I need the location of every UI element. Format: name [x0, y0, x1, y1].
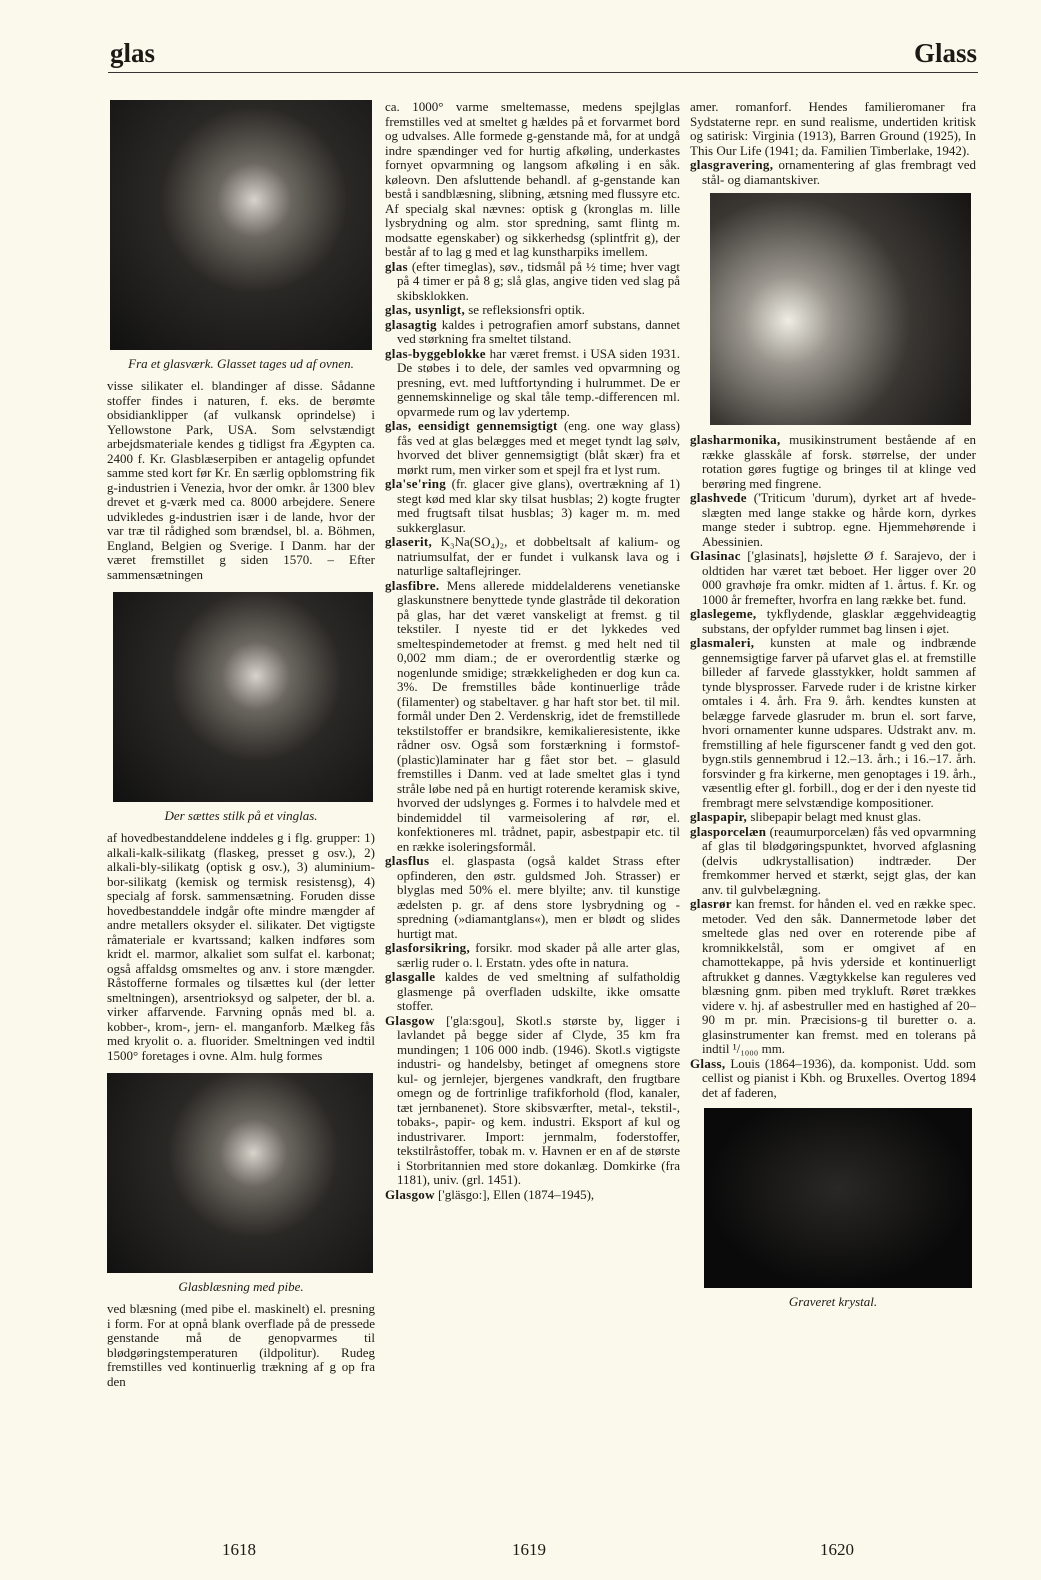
- dictionary-entry: [385, 419, 680, 477]
- dictionary-entry: [385, 347, 680, 420]
- entry-headword: glasgravering,: [690, 157, 774, 172]
- entry-headword: Glass,: [690, 1055, 726, 1071]
- page-number: 1619: [512, 1540, 546, 1559]
- entry-headword: glasforsikring,: [385, 940, 471, 955]
- dictionary-entry: [385, 303, 680, 318]
- entry-headword: glasflus: [385, 853, 430, 868]
- figure-caption: Graveret krystal.: [788, 1294, 878, 1309]
- entry-headword: glaserit,: [385, 534, 433, 549]
- entry-text: slibepapir belagt med knust glas.: [747, 809, 922, 824]
- entry-text: af hovedbestanddelene inddeles g i flg. grupper: 1) alkali-kalk-silikatg (flaskeg, presset g osv.), 2) alkali-bly-silikatg (optisk g osv.), 3) aluminium-bor-silikatg (kemisk og termisk resistensg), 4) specialg af forsk. sammensætning. Foruden disse hovedbestanddele indgår ofte mindre mængder af andre metallers oksyder el. silikater. Det vigtigste råmateriale er kvartssand; kalken indføres som kridt el. marmor, alkaliet som sulfat el. karbonat; også affaldsg omsmeltes og anv. i store mængder. Råstofferne formales og tilsættes kul (der letter smeltningen), arsentrioksyd og salpeter, der bl. a. virker affarvende. Farvning opnås med bl. a. kobber-, krom-, jern- el. manganforb. Mælkeg fås med kryolit o. a. fluorider. Smeltningen ved indtil 1500° foretages i ovne. Alm. hulg formes: [107, 830, 375, 1063]
- running-head-right: Glass: [913, 38, 977, 68]
- photo-glassblowing: [107, 1073, 373, 1273]
- entry-text: amer. romanforf. Hendes familieromaner fra Sydstaterne repr. en sund realisme, undertiden kritisk og satirisk: Virginia (1913), Barren Ground (1925), In This Our Life (1941; da. Familien Timberlake, 1942).: [690, 99, 976, 158]
- entry-headword: glasrør: [690, 896, 732, 911]
- column-1620: [690, 100, 976, 1317]
- body-paragraph: [107, 379, 375, 582]
- entry-text: visse silikater el. blandinger af disse. Sådanne stoffer findes i naturen, f. eks. de berømte obsidianklipper (af vulkansk oprindelse) i Yellowstone Park, USA. Som selvstændigt arbejdsmateriale kendes g tidligst fra Ægypten ca. 2400 f. Kr. Glasblæserpiben er antagelig opfundet samme sted kort før Kr. En særlig opblomstring fik g-industrien i Venezia, hvor der omkr. år 1300 blev drevet et g-værk med ca. 8000 arbejdere. Senere udvikledes g-industrien især i de lande, hvor der var træ til rådighed som brændsel, bl. a. Böhmen, England, Belgien og Sverige. I Danm. har der været fremstillet g siden 1570. – Efter sammensætningen: [107, 378, 375, 582]
- entry-text: forsikr. mod skader på alle arter glas, særlig ruder o. l. Erstatn. ydes ofte in natura.: [397, 940, 680, 970]
- dictionary-entry: [690, 433, 976, 491]
- entry-text: K₃Na(SO₄)₂, et dobbeltsalt af kalium- og natriumsulfat, der er fundet i vulkansk lava og i naturlige saltaflejringer.: [397, 534, 680, 578]
- dictionary-entry: [385, 318, 680, 347]
- dictionary-entry: [385, 477, 680, 535]
- dictionary-entry: [385, 1014, 680, 1188]
- entry-text: ornamentering af glas frembragt ved stål- og diamantskiver.: [702, 157, 976, 187]
- entry-headword: glashvede: [690, 490, 747, 505]
- dictionary-entry: [385, 970, 680, 1014]
- body-paragraph: [385, 100, 680, 260]
- entry-text: el. glaspasta (også kaldet Strass efter opfinderen, den østr. guldsmed Joh. Strasser) er blyglas med 50% el. mere blyilte; anv. til kunstige ædelsten p. gr. af dens store lysbrydning og -spredning (»diamantglans«), men er blødt og slides hurtigt mat.: [397, 853, 680, 941]
- dictionary-entry: [690, 607, 976, 636]
- dictionary-entry: [690, 825, 976, 898]
- photo-glassworks: [110, 100, 372, 350]
- entry-headword: glasmaleri,: [690, 635, 755, 650]
- dictionary-entry: [385, 535, 680, 579]
- dictionary-entry: [690, 1057, 976, 1101]
- entry-headword: glas: [385, 258, 408, 274]
- photo-wineglass-stem: [113, 592, 373, 802]
- figure-caption: Glasblæsning med pibe.: [178, 1279, 304, 1294]
- entry-headword: Glasinac: [690, 548, 741, 563]
- entry-headword: glasfibre.: [385, 577, 440, 593]
- photo-glass-engraving: [710, 193, 971, 425]
- entry-text: ['gläsgo:], Ellen (1874–1945),: [434, 1186, 595, 1202]
- entry-headword: glas, usynligt,: [385, 302, 465, 317]
- entry-text: tykflydende, glasklar æggehvideagtig substans, der opfylder rummet bag linsen i øjet.: [702, 606, 976, 636]
- entry-text: ('Triticum 'durum), dyrket art af hvede-slægten med lange stakke og hårde korn, dyrkes mange steder i subtrop. egne. Hjemmehørende i Abessinien.: [702, 490, 976, 549]
- dictionary-entry: [690, 549, 976, 607]
- entry-headword: glaslegeme,: [690, 606, 757, 621]
- dictionary-entry: [385, 854, 680, 941]
- entry-text: musikinstrument bestående af en række glasskåle af forsk. størrelse, der under rotation gøres fugtige og bringes til at klinge ved berøring med fingrene.: [702, 432, 976, 491]
- entry-headword: gla'se'ring: [385, 476, 447, 491]
- entry-headword: Glasgow: [385, 1186, 435, 1202]
- entry-text: ['glasinats], højslette Ø f. Sarajevo, der i oldtiden har været tæt beboet. Her ligger over 20 000 gravhøje fra omkr. midten af 1. årtus. f. Kr. og 1000 år fremefter, hvorfra en lang række bet. fund.: [702, 548, 976, 607]
- dictionary-entry: [385, 260, 680, 304]
- entry-text: Louis (1864–1936), da. komponist. Udd. som cellist og pianist i Kbh. og Bruxelles. Overtog 1894 det af faderen,: [702, 1055, 976, 1100]
- dictionary-entry: [690, 636, 976, 810]
- dictionary-entry: [385, 941, 680, 970]
- entry-text: har været fremst. i USA siden 1931. De støbes i to dele, der samles ved opvarmning og presning, evt. med luftfortynding i hulrummet. De er gennemskinnelige og skal tåle temp.-differencen ml. opvarmede rum og lav ydertemp.: [397, 345, 680, 419]
- entry-headword: glasporcelæn: [690, 823, 767, 839]
- entry-text: kunsten at male og indbrænde gennemsigtige farver på ufarvet glas el. at fremstille billeder af farvede glasstykker, holdt sammen af tynde blysprosser. Farvede ruder i de kristne kirker omtales i 4. årh. Fra 9. årh. kendtes kunsten at belægge farvede glasruder m. brun el. sort farve, hvori ornamenter kunne udspares. Udstrakt anv. m. fremstilling af hele figurscener fandt g ved den got. bygn.stils gennembrud i 12.–13. årh.; i 16.–17. årh. forsvinder g fra kirkerne, men genoptages i 19. årh., væsentlig efter gl. forbill., dog er der i den nyeste tid frembragt mere selvstændige kompositioner.: [702, 635, 977, 810]
- entry-headword: glas-byggeblokke: [385, 345, 486, 361]
- page-number: 1618: [222, 1540, 256, 1559]
- column-1619: [385, 100, 680, 1202]
- entry-headword: glas, eensidigt gennemsigtigt: [385, 418, 558, 433]
- body-paragraph: [107, 831, 375, 1063]
- dictionary-entry: [690, 491, 976, 549]
- header-rule: [108, 72, 978, 73]
- entry-text: (eng. one way glass) fås ved at glas belægges med et meget tyndt lag sølv, hvorved det bliver gennemsigtigt (blåt skær) fra et mørkt rum, men virker som et spejl fra et lyst rum.: [397, 418, 680, 477]
- dictionary-entry: [690, 897, 976, 1057]
- entry-headword: glasharmonika,: [690, 432, 781, 447]
- dictionary-entry: [385, 1188, 680, 1203]
- entry-text: (fr. glacer give glans), overtrækning af 1) stegt kød med klar sky tilsat husblas; 2) kogte frugter med frugtsaft tilsat husblas; 3) kager m. m. med sukkerglasur.: [397, 476, 680, 535]
- entry-text: Mens allerede middelalderens venetianske glaskunstnere benyttede tynde glastråde til dekoration på glas, har det været vanskeligt at fremst. g til tekstiler. I nyeste tid er det lykkedes ved smeltespindemetoder at fremst. g med helt ned til 0,002 mm diam.; de er overordentlig stærke og nogenlunde smidige; strækkeligheden er dog kun ca. 3%. De fremstilles både kontinuerlige tråde (filamenter) og stabeltaver. g har haft stor bet. til mil. formål under Den 2. Verdenskrig, idet de fremstillede tekstilstoffer er brandsikre, kemikalieresistente, ikke rådner osv. Også som forstærkning i formstof-(plastic)laminater har g fået stor bet. – glasuld fremstilles i Danm. ved at lade smeltet glas i tynd stråle løbe ned på en hurtigt roterende keramisk skive, hvorved der udslynges g. Formes i to halvdele med et bindemiddel til varmeisolering af rør, el. konfektioneres ml. trådnet, papir, asbestpapir etc. til en række isoleringsformål.: [397, 577, 680, 854]
- dictionary-entry: [385, 579, 680, 855]
- entry-headword: glasgalle: [385, 969, 436, 984]
- photo-engraved-crystal-bowl: [704, 1108, 972, 1288]
- running-head-left: glas: [110, 38, 156, 68]
- dictionary-entry: [690, 158, 976, 187]
- entry-text: kaldes i petrografien amorf substans, dannet ved størkning fra smeltet tilstand.: [397, 316, 680, 346]
- entry-text: (efter timeglas), søv., tidsmål på ½ time; hver vagt på 4 timer er på 8 g; slå glas, angive tiden ved slag på skibsklokken.: [397, 258, 680, 303]
- body-paragraph: [690, 100, 976, 158]
- entry-headword: glasagtig: [385, 316, 437, 332]
- entry-text: ved blæsning (med pibe el. maskinelt) el. presning i form. For at opnå blank overflade på de pressede genstande må de genopvarmes til blødgøringstemperaturen (ildpolitur). Rudeg fremstilles ved kontinuerlig trækning af g op fra den: [107, 1301, 375, 1389]
- body-paragraph: [107, 1302, 375, 1389]
- entry-text: se refleksionsfri optik.: [465, 302, 585, 317]
- page-number: 1620: [820, 1540, 854, 1559]
- entry-text: kan fremst. for hånden el. ved en række spec. metoder. Ved den såk. Dannermetode løber det smeltede glas ned over en roterende pibe af kromnikkelstål, som er omgivet af en chamottekappe, på hvis yderside et kontinuerligt aftrukket g dannes. Vægtykkelse kan reguleres ved blæsning gnm. piben med trykluft. Røret trækkes videre v. hj. af asbestruller med en hastighed af 20–90 m pr. min. Præcisions-g til buretter o. a. glasinstrumenter kan fremst. med en tolerans på indtil ¹/₁₀₀₀ mm.: [702, 896, 976, 1056]
- entry-text: (reaumurporcelæn) fås ved opvarmning af glas til blødgøringspunktet, hvorved afglasning (delvis udkrystallisation) indtræder. Der fremkommer herved et stærkt, sejgt glas, der kan anv. til gulvbelægning.: [702, 823, 976, 897]
- figure-caption: Der sættes stilk på et vinglas.: [164, 808, 318, 823]
- figure-caption: Fra et glasværk. Glasset tages ud af ovnen.: [128, 356, 354, 371]
- entry-headword: glaspapir,: [690, 809, 748, 824]
- dictionary-entry: [690, 810, 976, 825]
- column-1618: [107, 100, 375, 1389]
- entry-text: ca. 1000° varme smeltemasse, medens spejlglas fremstilles ved at smeltet g hældes på et forvarmet bord og udvalses. Alle formede g-genstande må, for at undgå indre spændinger ved for hurtig afkøling, underkastes fornyet opvarmning og langsom afkøling i en såk. køleovn. Den afsluttende behandl. af g-genstande kan bestå i sandblæsning, slibning, ætsning med flussyre etc. Af specialg skal nævnes: optisk g (kronglas m. lille lysbrydning og alm. stor spredning, samt flintg m. modsatte egenskaber) og sikkerhedsg (splintfrit g), der består af to lag g med et lag kunstharpiks imellem.: [385, 99, 680, 259]
- entry-text: ['gla:sgou], Skotl.s største by, ligger i lavlandet på begge sider af Clyde, 35 km fra mundingen; 1 106 000 indb. (1946). Skotl.s vigtigste industri- og handelsby, betinget af omegnens store kul- og jernlejer, bjergenes vandkraft, den frugtbare omegn og de fortrinlige trafikforhold (flod, kanaler, tæt jernbanenet). Store skibsværfter, metal-, tekstil-, tobaks-, papir- og kem. industri. Eksport af kul og industrivarer. Import: jernmalm, foderstoffer, tekstilråstoffer, tobak m. v. Havnen er en af de største i Storbritannien med store dokanlæg. Domkirke (fra 1181), univ. (grl. 1451).: [397, 1012, 680, 1187]
- entry-text: kaldes de ved smeltning af sulfatholdig glasmenge på overfladen udskilte, ikke omsatte stoffer.: [397, 969, 680, 1013]
- entry-headword: Glasgow: [385, 1012, 435, 1028]
